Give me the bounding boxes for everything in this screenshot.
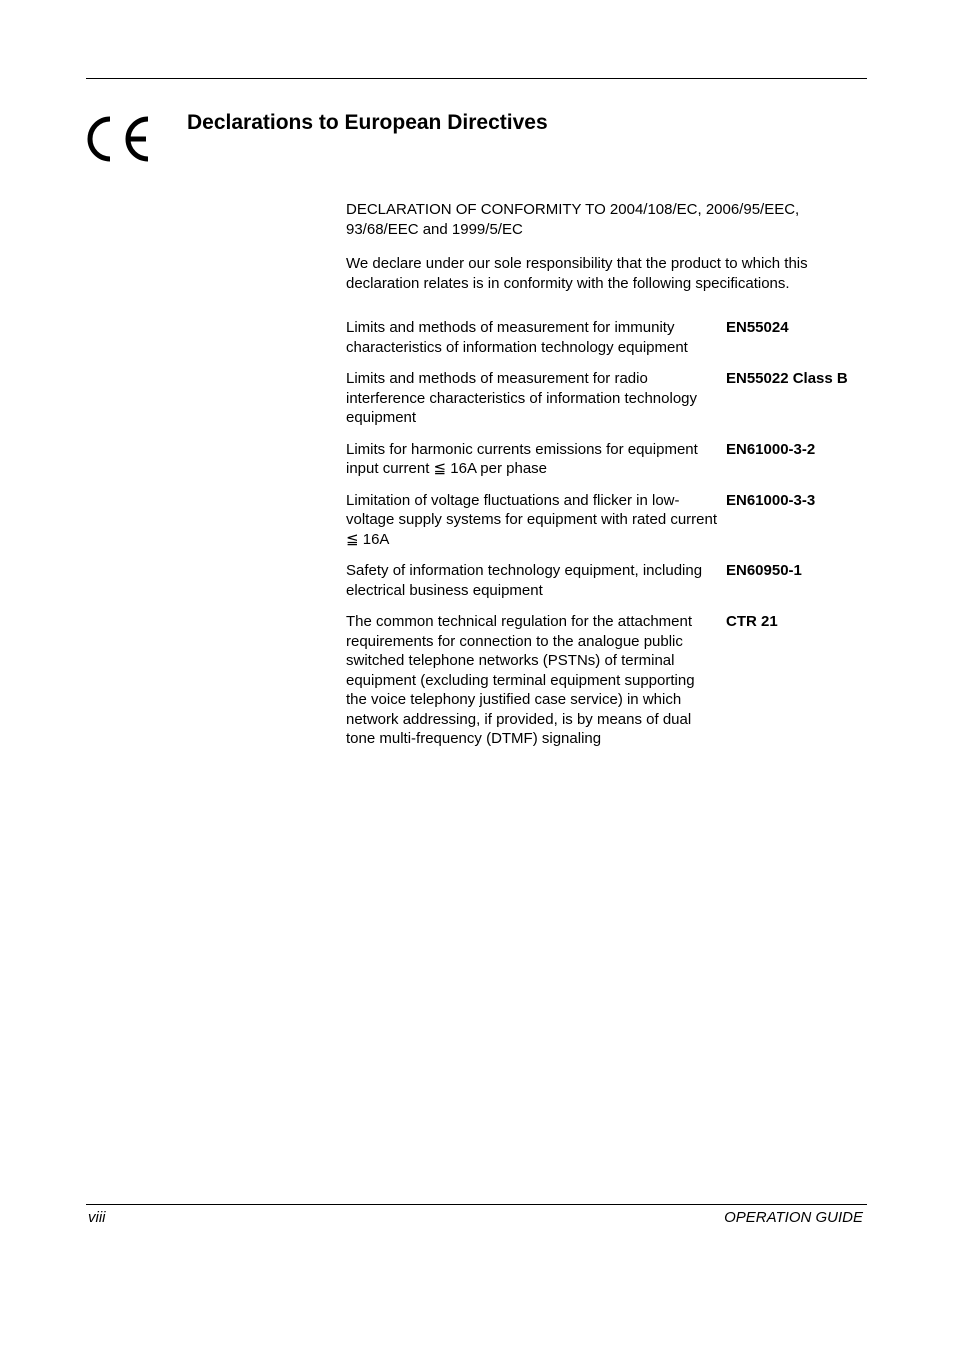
spec-description: Limits and methods of measurement for radio interference characteristics of information technology equipment bbox=[346, 370, 698, 426]
spec-standard: EN61000-3-3 bbox=[726, 491, 816, 509]
spec-row bbox=[346, 440, 862, 479]
spec-row bbox=[346, 561, 862, 600]
spec-standard: EN60950-1 bbox=[726, 562, 802, 579]
top-rule bbox=[86, 78, 867, 79]
spec-standard: EN55024 bbox=[726, 319, 789, 336]
guide-name: OPERATION GUIDE bbox=[724, 1209, 863, 1226]
spec-description: Limits for harmonic currents emissions for equipment input current ≦ 16A per phase bbox=[346, 440, 698, 477]
spec-row bbox=[346, 491, 862, 550]
spec-description: Limitation of voltage fluctuations and flicker in low-voltage supply systems for equipment with rated current ≦ 16A bbox=[346, 491, 718, 548]
spec-standard: EN61000-3-2 bbox=[726, 440, 816, 458]
spec-row bbox=[346, 369, 862, 428]
specifications-table bbox=[346, 318, 862, 761]
declaration-text: DECLARATION OF CONFORMITY TO 2004/108/EC, 2006/95/EEC, 93/68/EEC and 1999/5/EC bbox=[346, 201, 800, 238]
page-title: Declarations to European Directives bbox=[187, 111, 548, 134]
spec-description: Safety of information technology equipment, including electrical business equipment bbox=[346, 562, 703, 599]
responsibility-statement: We declare under our sole responsibility that the product to which this declaration relates is in conformity with the following specifications. bbox=[346, 255, 808, 292]
ce-mark-icon bbox=[86, 113, 156, 167]
spec-description: The common technical regulation for the attachment requirements for connection to the analogue public switched telephone networks (PSTNs) of terminal equipment (excluding terminal equipment supporting the voice telephony justified case service) in which network addressing, if provided, is by means of dual tone multi-frequency (DTMF) signaling bbox=[346, 613, 695, 747]
spec-standard: EN55022 Class B bbox=[726, 370, 848, 387]
bottom-rule bbox=[86, 1204, 867, 1205]
spec-standard: CTR 21 bbox=[726, 613, 778, 630]
spec-row bbox=[346, 318, 862, 357]
page-number: viii bbox=[88, 1209, 106, 1226]
spec-description: Limits and methods of measurement for immunity characteristics of information technology equipment bbox=[346, 319, 688, 356]
spec-row bbox=[346, 612, 862, 749]
